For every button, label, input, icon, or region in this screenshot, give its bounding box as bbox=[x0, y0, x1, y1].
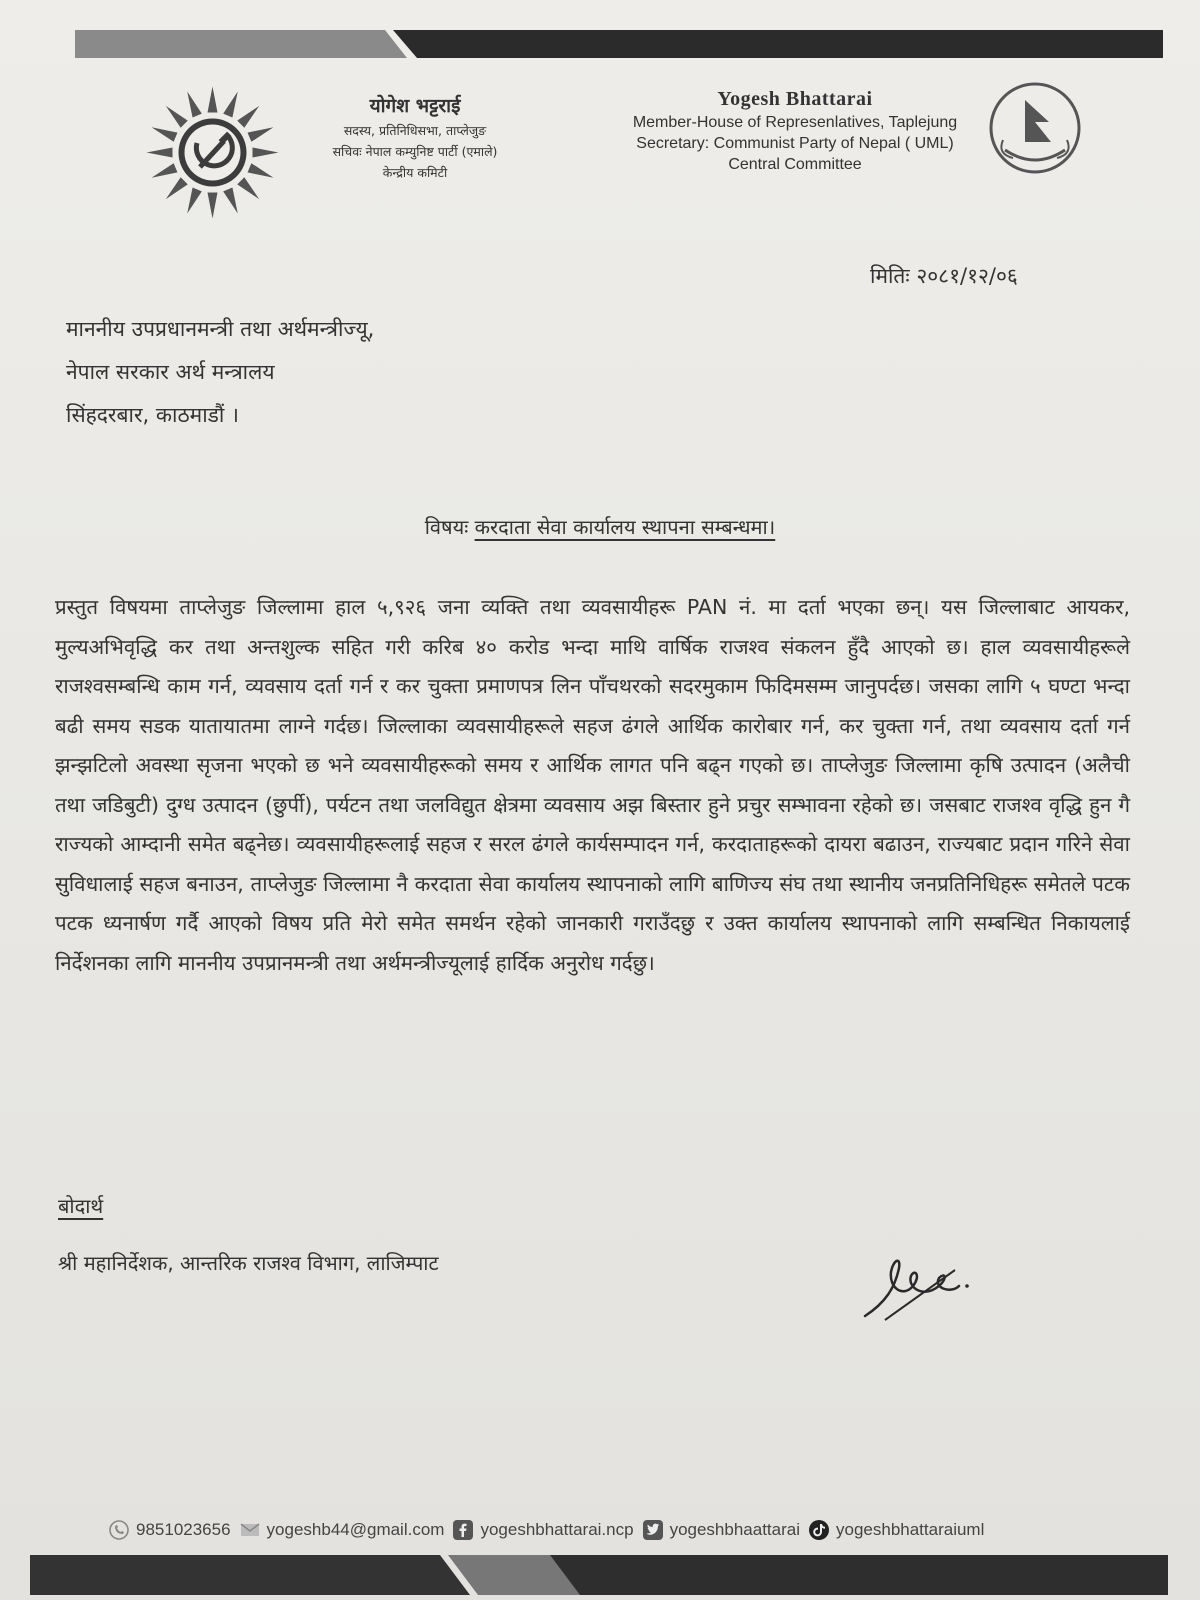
email-icon bbox=[239, 1519, 261, 1541]
sender-name-nepali: योगेश भट्टराई bbox=[369, 95, 461, 117]
parliament-emblem-icon bbox=[985, 80, 1085, 185]
english-letterhead bbox=[610, 88, 980, 174]
email-address: yogeshb44@gmail.com bbox=[266, 1520, 445, 1539]
top-decorative-band bbox=[75, 30, 1163, 58]
subject-label: विषयः bbox=[424, 515, 469, 539]
bottom-decorative-band bbox=[30, 1555, 1168, 1595]
sender-committee-english: Central Committee bbox=[728, 156, 862, 173]
cc-recipient: श्री महानिर्देशक, आन्तरिक राजश्व विभाग, लाजिम्पाट bbox=[58, 1251, 439, 1275]
footer-facebook[interactable] bbox=[452, 1519, 633, 1541]
cc-heading: बोदार्थ bbox=[58, 1194, 104, 1218]
sender-party-nepali: सचिवः नेपाल कम्युनिष्ट पार्टी (एमाले) bbox=[332, 144, 498, 159]
facebook-icon bbox=[452, 1519, 474, 1541]
signature bbox=[855, 1248, 985, 1328]
recipient-line: सिंहदरबार, काठमाडौं । bbox=[66, 403, 239, 427]
subject-line bbox=[0, 513, 1200, 540]
phone-number: 9851023656 bbox=[136, 1520, 231, 1539]
nepali-letterhead bbox=[285, 92, 545, 181]
tiktok-handle: yogeshbhattaraiuml bbox=[836, 1520, 985, 1539]
letter-body: प्रस्तुत विषयमा ताप्लेजुङ जिल्लामा हाल ५,९२६ जना व्यक्ति तथा व्यवसायीहरू PAN नं. मा दर्ता भएका छन्। यस जिल्लाबाट आयकर, मुल्यअभिवृद्धि कर तथा अन्तशुल्क सहित गरी करिब ४० करोड भन्दा माथि वार्षिक राजश्व संकलन हुँदै आएको छ। हाल व्यवसायीहरूले राजश्वसम्बन्धि काम गर्न, व्यवसाय दर्ता गर्न र कर चुक्ता प्रमाणपत्र लिन पाँचथरको सदरमुकाम फिदिमसम्म जानुपर्दछ। जसका लागि ५ घण्टा भन्दा बढी समय सडक यातायातमा लाग्ने गर्दछ। जिल्लाका व्यवसायीहरूले सहज ढंगले आर्थिक कारोबार गर्न, कर चुक्ता गर्न, तथा व्यवसाय दर्ता गर्न झन्झटिलो अवस्था सृजना भएको छ भने व्यवसायीहरूको समय र आर्थिक लागत पनि बढ्न गएको छ। ताप्लेजुङ जिल्लामा कृषि उत्पादन (अलैची तथा जडिबुटी) दुग्ध उत्पादन (छुर्पी), पर्यटन तथा जलविद्युत क्षेत्रमा व्यवसाय अझ बिस्तार हुने प्रचुर सम्भावना रहेको छ। जसबाट राजश्व वृद्धि हुन गै राज्यको आम्दानी समेत बढ्नेछ। व्यवसायीहरूलाई सहज र सरल ढंगले कार्यसम्पादन गर्न, करदाताहरूको दायरा बढाउन, राज्यबाट प्रदान गरिने सेवा सुविधालाई सहज बनाउन, ताप्लेजुङ जिल्लामा नै करदाता सेवा कार्यालय स्थापनाको लागि बाणिज्य संघ तथा स्थानीय जनप्रतिनिधिहरू समेतले पटक पटक ध्यनार्षण गर्दै आएको विषय प्रति मेरो समेत समर्थन रहेको जानकारी गराउँदछु र उक्त कार्यालय स्थापनाको लागि सम्बन्धित निकायलाई निर्देशनका लागि माननीय उपप्रानमन्त्री तथा अर्थमन्त्रीज्यूलाई हार्दिक अनुरोध गर्दछु। bbox=[55, 595, 1130, 975]
facebook-handle: yogeshbhattarai.ncp bbox=[480, 1520, 634, 1539]
sender-name-english: Yogesh Bhattarai bbox=[717, 88, 873, 110]
twitter-handle: yogeshbhaattarai bbox=[669, 1520, 800, 1539]
twitter-icon bbox=[642, 1519, 664, 1541]
footer-twitter[interactable] bbox=[642, 1519, 800, 1541]
sender-title-nepali: सदस्य, प्रतिनिधिसभा, ताप्लेजुङ bbox=[343, 123, 487, 138]
sender-committee-nepali: केन्द्रीय कमिटी bbox=[382, 165, 448, 180]
tiktok-icon bbox=[808, 1519, 830, 1541]
footer-phone[interactable] bbox=[108, 1519, 231, 1541]
letter-date: मितिः २०८१/१२/०६ bbox=[870, 264, 1018, 288]
subject-text: करदाता सेवा कार्यालय स्थापना सम्बन्धमा। bbox=[474, 515, 776, 539]
phone-icon bbox=[108, 1519, 130, 1541]
recipient-line: माननीय उपप्रधानमन्त्री तथा अर्थमन्त्रीज्यू, bbox=[66, 317, 375, 341]
recipient-address bbox=[66, 308, 374, 437]
recipient-line: नेपाल सरकार अर्थ मन्त्रालय bbox=[66, 360, 275, 384]
party-emblem-icon bbox=[145, 85, 280, 220]
footer-email[interactable] bbox=[239, 1519, 445, 1541]
sender-party-english: Secretary: Communist Party of Nepal ( UML) bbox=[636, 135, 954, 152]
contact-footer bbox=[108, 1515, 1108, 1545]
sender-title-english: Member-House of Represenlatives, Taplejung bbox=[632, 114, 958, 131]
footer-tiktok[interactable] bbox=[808, 1519, 984, 1541]
